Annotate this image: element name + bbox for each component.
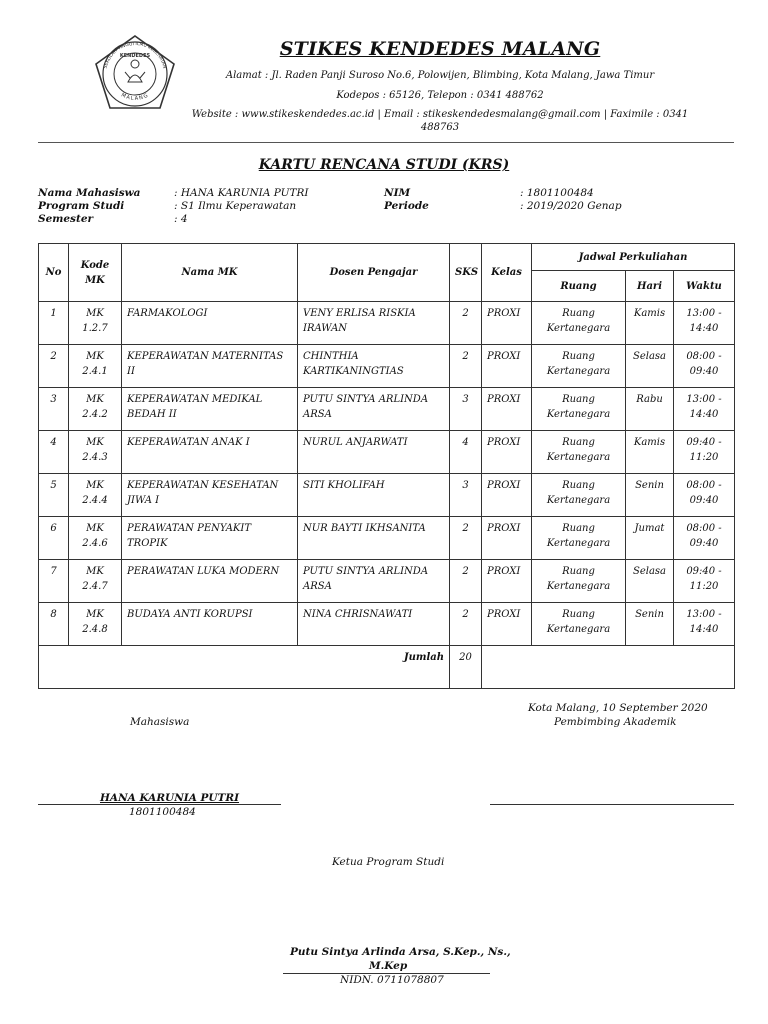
cell-dosen: VENY ERLISA RISKIA IRAWAN: [298, 302, 450, 345]
cell-kode-line2: 2.4.4: [82, 495, 108, 506]
logo-text-top: SEKOLAH TINGGI ILMU KESEHATAN: [103, 42, 167, 70]
cell-ruang-line2: Kertanegara: [546, 323, 611, 334]
cell-sks: 3: [450, 388, 482, 431]
cell-ruang-line2: Kertanegara: [546, 538, 611, 549]
header-kode: [69, 244, 122, 302]
cell-waktu-line1: 08:00 -: [686, 351, 722, 362]
cell-kode: [69, 517, 122, 560]
header-no: No: [39, 244, 69, 302]
header-ruang: Ruang: [532, 271, 626, 302]
cell-kode-line1: MK: [86, 308, 104, 319]
header-kelas: Kelas: [482, 244, 532, 302]
cell-waktu: [674, 345, 735, 388]
advisor-signature-line: [490, 804, 734, 805]
logo-text-bottom: MALANG: [119, 92, 151, 102]
cell-hari: Selasa: [626, 560, 674, 603]
cell-ruang-line1: Ruang: [562, 351, 595, 362]
cell-sks: 2: [450, 517, 482, 560]
cell-kode: [69, 345, 122, 388]
cell-kode-line2: 2.4.2: [82, 409, 108, 420]
cell-kelas: PROXI: [482, 431, 532, 474]
cell-sks: 4: [450, 431, 482, 474]
logo-text-mid: KENDEDES: [119, 53, 151, 59]
cell-waktu-line1: 13:00 -: [686, 308, 722, 319]
cell-kode-line1: MK: [86, 523, 104, 534]
cell-nama-mk: BUDAYA ANTI KORUPSI: [122, 603, 298, 646]
cell-waktu: [674, 431, 735, 474]
document-title: KARTU RENCANA STUDI (KRS): [258, 157, 510, 173]
cell-nama-mk: KEPERAWATAN ANAK I: [122, 431, 298, 474]
cell-waktu: [674, 474, 735, 517]
cell-nama-mk: KEPERAWATAN MEDIKAL BEDAH II: [122, 388, 298, 431]
cell-ruang-line1: Ruang: [562, 523, 595, 534]
cell-ruang-line1: Ruang: [562, 566, 595, 577]
cell-kelas: PROXI: [482, 474, 532, 517]
cell-ruang-line2: Kertanegara: [546, 366, 611, 377]
cell-waktu-line1: 08:00 -: [686, 480, 722, 491]
cell-sks: 2: [450, 560, 482, 603]
student-signature-name: HANA KARUNIA PUTRI: [100, 792, 240, 804]
cell-waktu-line1: 13:00 -: [686, 609, 722, 620]
cell-no: 6: [39, 517, 69, 560]
cell-dosen: NURUL ANJARWATI: [298, 431, 450, 474]
cell-no: 5: [39, 474, 69, 517]
cell-no: 2: [39, 345, 69, 388]
institution-logo: [92, 34, 178, 112]
cell-ruang-line1: Ruang: [562, 480, 595, 491]
nim-label: NIM: [384, 187, 411, 199]
header-divider: [38, 142, 734, 143]
semester-value: : 4: [174, 213, 188, 225]
cell-ruang-line1: Ruang: [562, 609, 595, 620]
header-nama-mk: Nama MK: [122, 244, 298, 302]
cell-kode-line2: 2.4.7: [82, 581, 108, 592]
cell-no: 3: [39, 388, 69, 431]
course-row: [39, 302, 735, 345]
cell-kelas: PROXI: [482, 603, 532, 646]
svg-text:MALANG: [120, 92, 150, 102]
cell-kode-line1: MK: [86, 437, 104, 448]
course-row: [39, 431, 735, 474]
cell-nama-mk: PERAWATAN PENYAKIT TROPIK: [122, 517, 298, 560]
cell-waktu-line2: 09:40: [689, 366, 719, 377]
cell-ruang-line2: Kertanegara: [546, 495, 611, 506]
head-name-line2: M.Kep: [369, 960, 408, 972]
cell-waktu-line1: 09:40 -: [686, 437, 722, 448]
cell-waktu-line2: 14:40: [689, 624, 719, 635]
course-row: [39, 345, 735, 388]
postal-phone-line: Kodepos : 65126, Telepon : 0341 488762: [336, 90, 544, 101]
cell-ruang: [532, 302, 626, 345]
header-dosen: Dosen Pengajar: [298, 244, 450, 302]
program-label: Program Studi: [38, 200, 125, 212]
cell-dosen: NUR BAYTI IKHSANITA: [298, 517, 450, 560]
cell-ruang-line2: Kertanegara: [546, 581, 611, 592]
fax-continuation: 488763: [420, 122, 460, 133]
student-role: Mahasiswa: [130, 716, 190, 728]
header-waktu: Waktu: [674, 271, 735, 302]
period-value: : 2019/2020 Genap: [520, 200, 622, 212]
cell-waktu-line2: 14:40: [689, 323, 719, 334]
head-role: Ketua Program Studi: [332, 856, 445, 868]
cell-waktu: [674, 560, 735, 603]
cell-no: 1: [39, 302, 69, 345]
cell-hari: Kamis: [626, 302, 674, 345]
cell-waktu: [674, 388, 735, 431]
total-label: Jumlah: [39, 646, 450, 689]
cell-waktu-line1: 08:00 -: [686, 523, 722, 534]
header-jadwal: Jadwal Perkuliahan: [532, 244, 735, 271]
cell-dosen: CHINTHIA KARTIKANINGTIAS: [298, 345, 450, 388]
total-blank: [482, 646, 735, 689]
student-id: 1801100484: [129, 806, 196, 818]
cell-kelas: PROXI: [482, 517, 532, 560]
cell-kode: [69, 560, 122, 603]
cell-kode-line1: MK: [86, 480, 104, 491]
institution-name: STIKES KENDEDES MALANG: [279, 38, 601, 60]
cell-dosen: PUTU SINTYA ARLINDA ARSA: [298, 388, 450, 431]
cell-hari: Jumat: [626, 517, 674, 560]
cell-ruang-line1: Ruang: [562, 437, 595, 448]
cell-ruang: [532, 388, 626, 431]
head-nidn: NIDN. 0711078807: [340, 974, 444, 986]
header-sks: SKS: [450, 244, 482, 302]
total-sks: 20: [450, 646, 482, 689]
cell-ruang: [532, 474, 626, 517]
cell-nama-mk: KEPERAWATAN MATERNITAS II: [122, 345, 298, 388]
cell-waktu-line2: 11:20: [689, 581, 719, 592]
cell-kode-line2: 2.4.6: [82, 538, 108, 549]
cell-hari: Kamis: [626, 431, 674, 474]
cell-kelas: PROXI: [482, 560, 532, 603]
cell-kode-line1: MK: [86, 394, 104, 405]
head-name-line1: Putu Sintya Arlinda Arsa, S.Kep., Ns.,: [290, 946, 511, 958]
name-value: : HANA KARUNIA PUTRI: [174, 187, 309, 199]
semester-label: Semester: [38, 213, 94, 225]
cell-ruang-line2: Kertanegara: [546, 624, 611, 635]
cell-dosen: PUTU SINTYA ARLINDA ARSA: [298, 560, 450, 603]
course-row: [39, 474, 735, 517]
krs-table: [38, 243, 735, 689]
cell-kode-line2: 2.4.1: [82, 366, 108, 377]
address-line: Alamat : Jl. Raden Panji Suroso No.6, Polowijen, Blimbing, Kota Malang, Jawa Timur: [225, 70, 655, 81]
cell-waktu: [674, 302, 735, 345]
nim-value: : 1801100484: [520, 187, 594, 199]
cell-kelas: PROXI: [482, 302, 532, 345]
cell-hari: Selasa: [626, 345, 674, 388]
course-row: [39, 517, 735, 560]
cell-kode-line2: 1.2.7: [82, 323, 108, 334]
course-row: [39, 603, 735, 646]
program-value: : S1 Ilmu Keperawatan: [174, 200, 297, 212]
cell-ruang: [532, 345, 626, 388]
cell-waktu-line1: 09:40 -: [686, 566, 722, 577]
cell-kode: [69, 388, 122, 431]
cell-kode-line1: MK: [86, 566, 104, 577]
cell-no: 7: [39, 560, 69, 603]
cell-waktu-line1: 13:00 -: [686, 394, 722, 405]
cell-ruang-line2: Kertanegara: [546, 409, 611, 420]
cell-nama-mk: KEPERAWATAN KESEHATAN JIWA I: [122, 474, 298, 517]
cell-sks: 2: [450, 302, 482, 345]
cell-dosen: NINA CHRISNAWATI: [298, 603, 450, 646]
name-label: Nama Mahasiswa: [38, 187, 141, 199]
advisor-role: Pembimbing Akademik: [554, 716, 677, 728]
course-row: [39, 560, 735, 603]
cell-hari: Senin: [626, 603, 674, 646]
cell-ruang-line2: Kertanegara: [546, 452, 611, 463]
cell-kode-line2: 2.4.8: [82, 624, 108, 635]
header-hari: Hari: [626, 271, 674, 302]
cell-waktu-line2: 09:40: [689, 538, 719, 549]
cell-kode-line2: 2.4.3: [82, 452, 108, 463]
cell-no: 4: [39, 431, 69, 474]
cell-ruang: [532, 431, 626, 474]
cell-ruang: [532, 603, 626, 646]
cell-kode: [69, 474, 122, 517]
cell-kelas: PROXI: [482, 388, 532, 431]
cell-waktu: [674, 603, 735, 646]
cell-sks: 2: [450, 345, 482, 388]
cell-nama-mk: FARMAKOLOGI: [122, 302, 298, 345]
cell-sks: 3: [450, 474, 482, 517]
cell-kode: [69, 431, 122, 474]
cell-kode: [69, 302, 122, 345]
cell-kelas: PROXI: [482, 345, 532, 388]
cell-ruang: [532, 517, 626, 560]
course-row: [39, 388, 735, 431]
cell-ruang: [532, 560, 626, 603]
website-email-line: Website : www.stikeskendedes.ac.id | Email : stikeskendedesmalang@gmail.com | Faximile : 0341: [191, 109, 689, 120]
cell-dosen: SITI KHOLIFAH: [298, 474, 450, 517]
cell-waktu-line2: 14:40: [689, 409, 719, 420]
cell-kode-line1: MK: [86, 351, 104, 362]
cell-sks: 2: [450, 603, 482, 646]
header-kode-line2: MK: [85, 274, 105, 286]
cell-waktu-line2: 09:40: [689, 495, 719, 506]
period-label: Periode: [384, 200, 429, 212]
cell-waktu: [674, 517, 735, 560]
cell-hari: Senin: [626, 474, 674, 517]
cell-ruang-line1: Ruang: [562, 308, 595, 319]
cell-ruang-line1: Ruang: [562, 394, 595, 405]
cell-hari: Rabu: [626, 388, 674, 431]
cell-nama-mk: PERAWATAN LUKA MODERN: [122, 560, 298, 603]
header-kode-line1: Kode: [80, 259, 110, 271]
place-date: Kota Malang, 10 September 2020: [528, 702, 708, 714]
cell-kode-line1: MK: [86, 609, 104, 620]
cell-no: 8: [39, 603, 69, 646]
cell-kode: [69, 603, 122, 646]
student-signature-line: [38, 804, 281, 805]
cell-waktu-line2: 11:20: [689, 452, 719, 463]
